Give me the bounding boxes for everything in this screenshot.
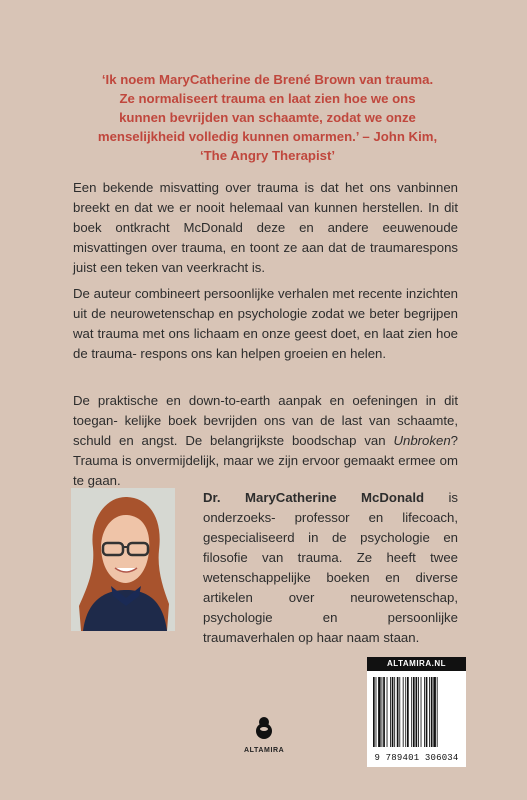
paragraph-2: De auteur combineert persoonlijke verhalen met recente inzichten uit de neurowetenschap en psychologie zodat we beter begrijpen wat trauma met ons lichaam en onze geest doet, en laat zien hoe de trauma- respons ons kan helpen groeien en helen. — [73, 286, 458, 361]
logo-text: ALTAMIRA — [244, 747, 285, 754]
book-title: Unbroken — [393, 433, 451, 448]
isbn-number: 9 789401 306034 — [374, 753, 459, 763]
barcode — [367, 671, 466, 767]
author-bio — [203, 488, 458, 648]
paragraph-3-text-a: De praktische en down-to-earth aanpak en oefeningen in dit toegan- kelijke boek bevrijden ons van de last van schaamte, schuld en angst. De belangrijkste boodschap van — [73, 393, 458, 448]
altamira-logo — [244, 716, 284, 754]
author-photo-illustration — [71, 488, 175, 631]
barcode-box — [367, 657, 466, 767]
publisher-website: ALTAMIRA.NL — [367, 657, 466, 671]
paragraph-1: Een bekende misvatting over trauma is dat het ons vanbinnen breekt en dat we er nooit helemaal van kunnen herstellen. In dit boek ontkracht McDonald deze en andere eeuwenoude misvattingen over trauma, en toont ze aan dat de traumarespons juist een teken van veerkracht is. — [73, 180, 458, 275]
author-bio-text: is onderzoeks- professor en lifecoach, gespecialiseerd in de psychologie en filosofie van trauma. Ze heeft twee wetenschappelijke boeken en diverse artikelen over neurowetenschap, psychologie en persoonlijke traumaverhalen op haar naam staan. — [203, 490, 459, 645]
author-name: Dr. MaryCatherine McDonald — [203, 490, 425, 505]
paragraph-3 — [73, 391, 458, 491]
altamira-logo-icon — [252, 716, 276, 740]
paragraph-3-text-b: ? Trauma is onvermijdelijk, maar we zijn ervoor gemaakt ermee om te gaan. — [73, 433, 458, 488]
endorsement-quote: ‘Ik noem MaryCatherine de Brené Brown van trauma. Ze normaliseert trauma en laat zien hoe we ons kunnen bevrijden van schaamte, zodat we onze menselijkheid volledig kunnen omarmen.’ – John Kim, ‘The Angry Therapist’ — [97, 72, 438, 163]
author-photo — [71, 488, 175, 631]
